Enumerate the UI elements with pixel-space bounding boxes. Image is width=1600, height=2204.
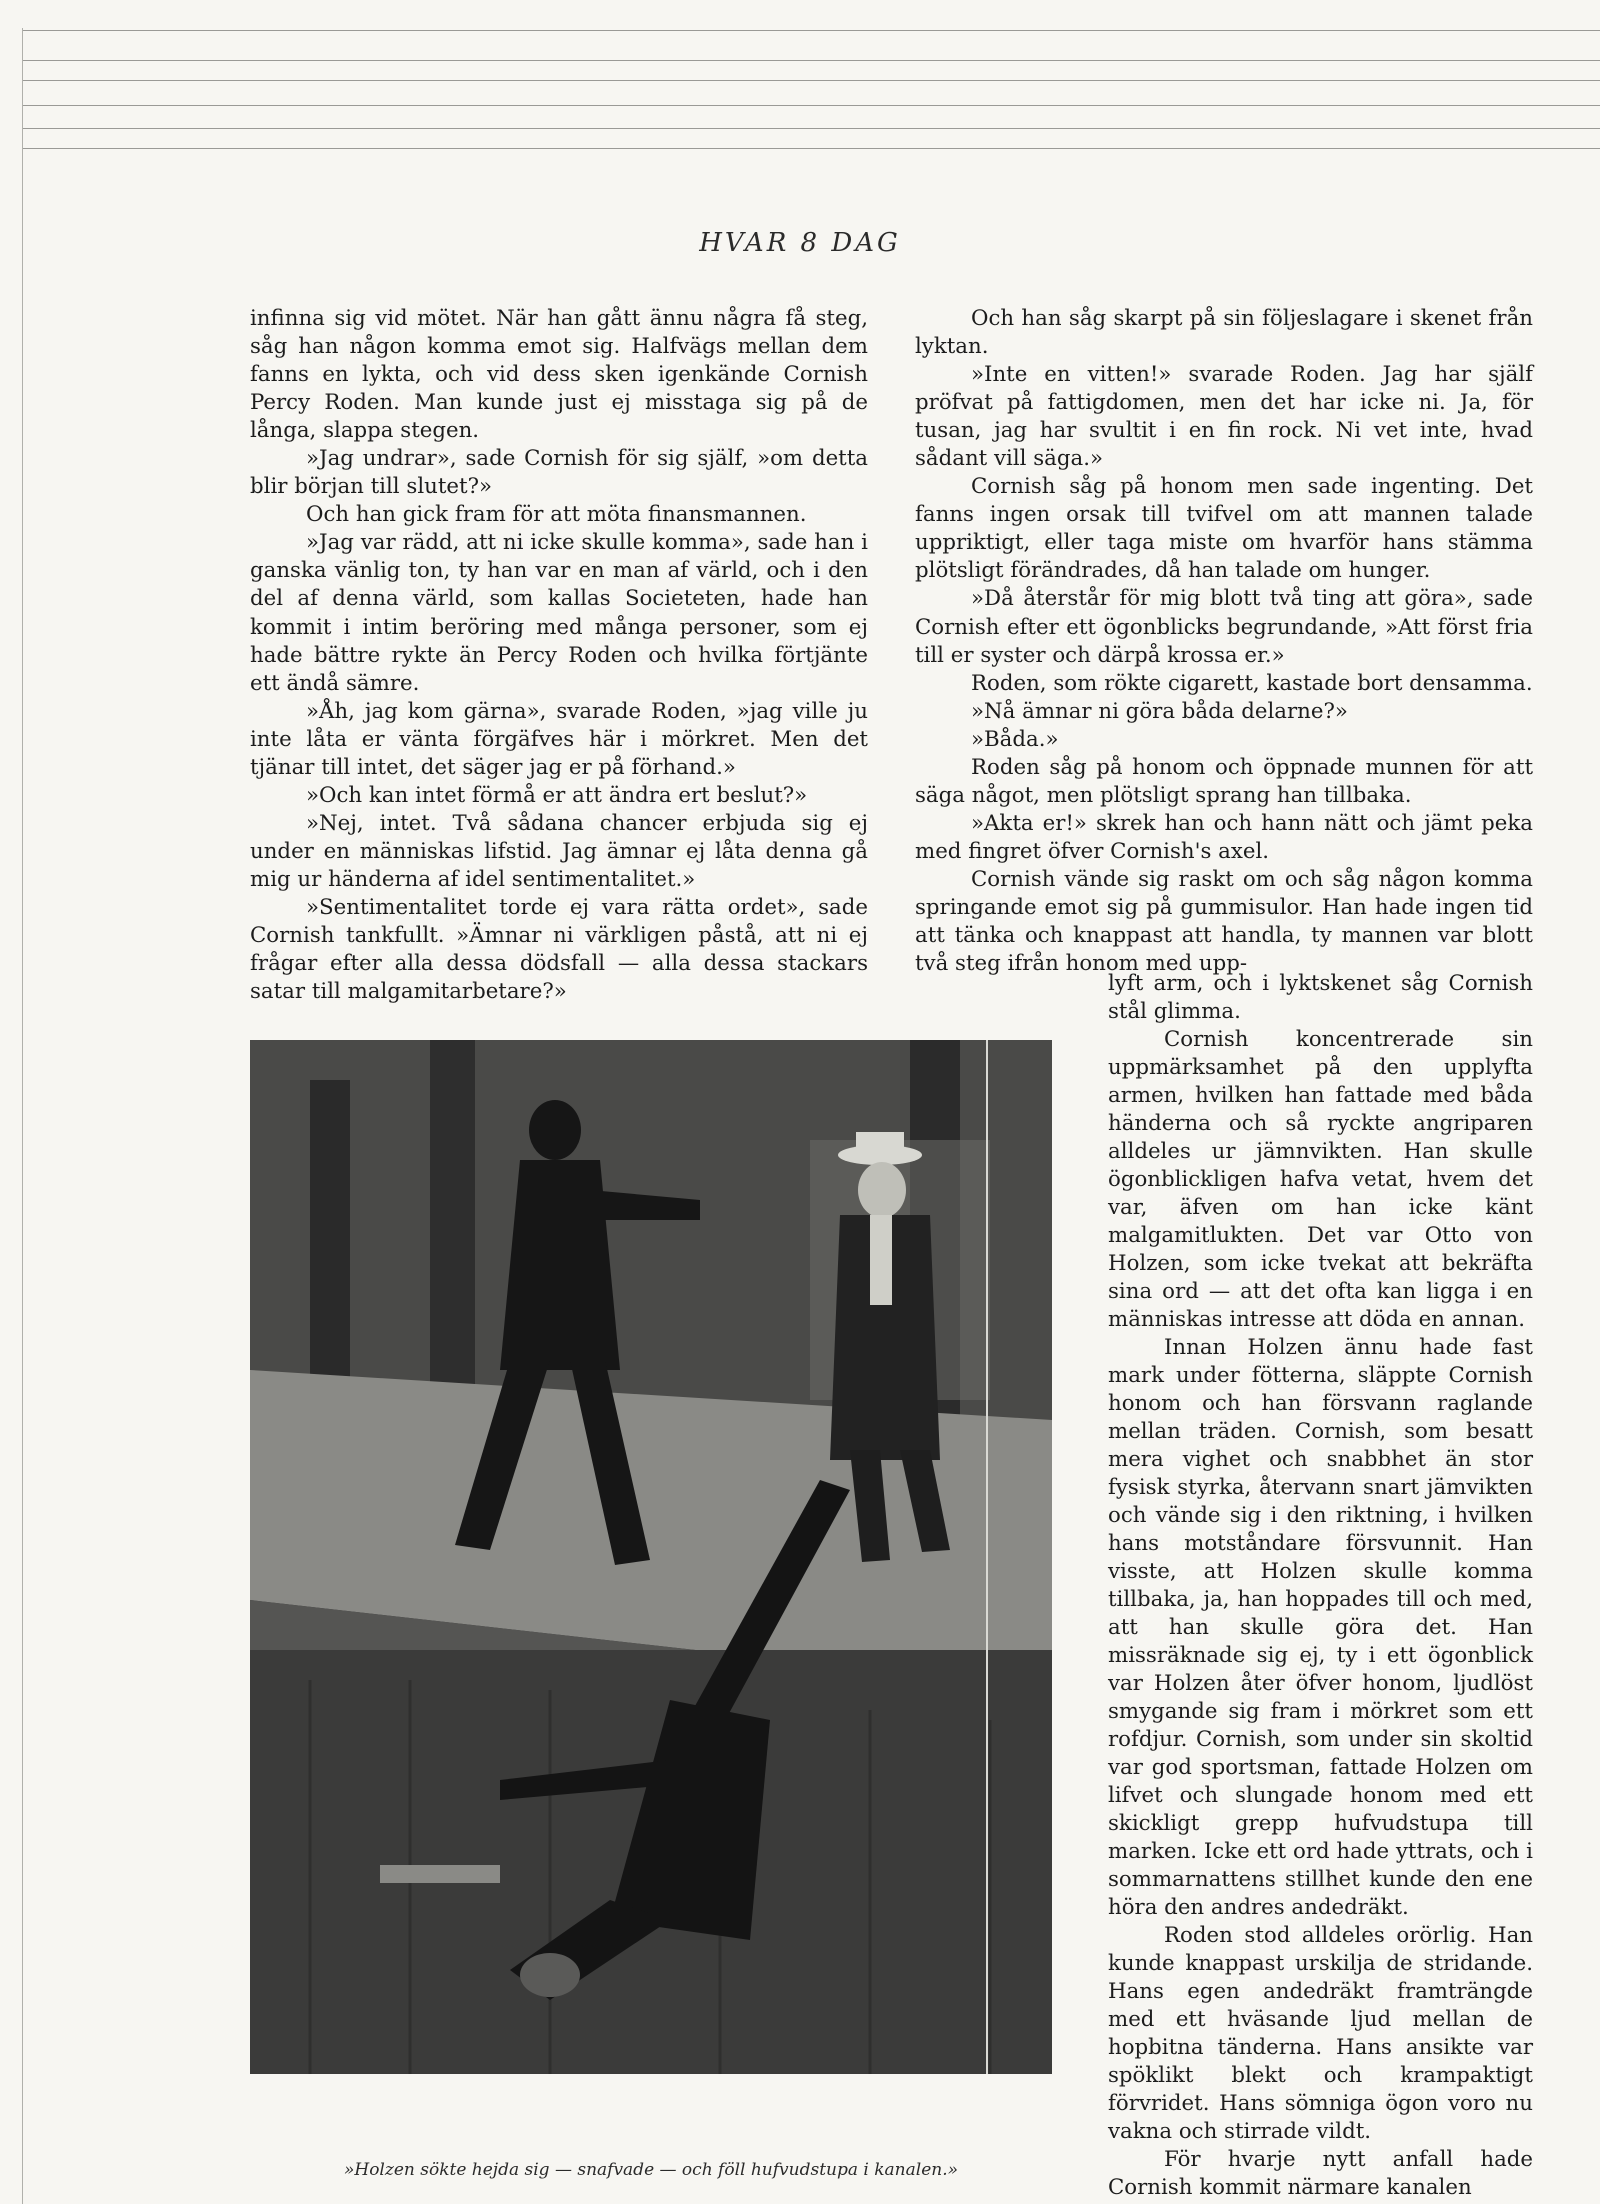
paragraph: Cornish vände sig raskt om och såg någon komma springande emot sig på gummisulor. Han hade ingen tid att tänka och knappast att handla, ty mannen var blott två steg ifrån honom med upp- <box>915 866 1533 977</box>
right-column <box>915 305 1533 978</box>
paragraph: »Åh, jag kom gärna», svarade Roden, »jag ville ju inte låta er vänta förgäfves här i mörkret. Men det tjänar till intet, det säger jag er på förhand.» <box>250 698 868 780</box>
page-edge <box>22 80 1600 81</box>
paragraph: Roden såg på honom och öppnade munnen för att säga något, men plötsligt sprang han tillbaka. <box>915 754 1533 808</box>
paragraph: För hvarje nytt anfall hade Cornish kommit närmare kanalen <box>1108 2147 1533 2200</box>
paragraph: »Då återstår för mig blott två ting att göra», sade Cornish efter ett ögonblicks begrundande, »Att först fria till er syster och därpå krossa er.» <box>915 586 1533 668</box>
paragraph: »Nå ämnar ni göra båda delarne?» <box>971 698 1348 724</box>
tree-trunk <box>430 1040 475 1440</box>
paragraph: »Akta er!» skrek han och hann nätt och jämt peka med fingret öfver Cornish's axel. <box>915 810 1533 864</box>
paragraph: Cornish koncentrerade sin uppmärksamhet på den upplyfta armen, hvilken han fattade med båda händerna och så ryckte angriparen alldeles ur jämnvikten. Han skulle ögonblickligen hafva vetat, hvem det var, äfven om han icke känt malgamitlukten. Det var Otto von Holzen, som icke tvekat att bekräfta sina ord — att det ofta kan ligga i en människas intresse att döda en annan. <box>1108 1027 1533 1332</box>
paragraph: Roden, som rökte cigarett, kastade bort densamma. <box>971 670 1533 696</box>
page-edge <box>22 128 1600 129</box>
paragraph: Roden stod alldeles orörlig. Han kunde knappast urskilja de stridande. Hans egen andedräkt framträngde med ett hväsande ljud mellan de hopbitna tänderna. Hans ansikte var spöklikt blekt och krampaktigt förvridet. Hans sömniga ögon voro nu vakna och stirrade vildt. <box>1108 1923 1533 2144</box>
paragraph: »Inte en vitten!» svarade Roden. Jag har själf pröfvat på fattigdomen, men det har icke ni. Ja, för tusan, jag har svultit i en fin rock. Ni vet inte, hvad sådant vill säga.» <box>915 362 1533 472</box>
paragraph: Och han gick fram för att möta finansmannen. <box>306 502 807 528</box>
illustration-caption: »Holzen sökte hejda sig — snafvade — och föll hufvudstupa i kanalen.» <box>343 2160 959 2180</box>
page-edge <box>22 30 1600 31</box>
left-column <box>250 305 868 1006</box>
paragraph: »Jag var rädd, att ni icke skulle komma», sade han i ganska vänlig ton, ty han var en man af värld, och i den del af denna värld, som kallas Societeten, hade han kommit i intim beröring med många personer, som ej hade bättre rykte än Percy Roden och hvilka förtjänte ett ändå sämre. <box>250 530 868 696</box>
paragraph: »Jag undrar», sade Cornish för sig själf, »om detta blir början till slutet?» <box>250 446 868 500</box>
illustration <box>250 1040 1052 2074</box>
illustration-scene <box>250 1040 1052 2074</box>
paragraph: Innan Holzen ännu hade fast mark under fötterna, släppte Cornish honom och han försvann raglande mellan träden. Cornish, som besatt mera vighet och snabbhet än stor fysisk styrka, återvann snart jämvikten och vände sig i den riktning, i hvilken hans motståndare försvunnit. Han visste, att Holzen skulle komma tillbaka, ja, han hoppades till och med, att han skulle göra det. Han missräknade sig ej, ty i ett ögonblick var Holzen åter öfver honom, ljudlöst smygande sig fram i mörkret som ett rofdjur. Cornish, som under sin skoltid var god sportsman, fattade Holzen om lifvet och slungade honom med ett skickligt grepp hufvudstupa till marken. Icke ett ord hade yttrats, och i sommarnattens stillhet kunde den ene höra den andres andedräkt. <box>1108 1335 1533 1920</box>
paragraph: »Och kan intet förmå er att ändra ert beslut?» <box>306 782 808 808</box>
paragraph: Cornish såg på honom men sade ingenting. Det fanns ingen orsak till tvifvel om att mannen talade uppriktigt, eller taga miste om hvarför hans stämma plötsligt förändrades, då han talade om hunger. <box>915 474 1533 584</box>
running-head: HVAR 8 DAG <box>699 228 901 258</box>
paragraph: Och han såg skarpt på sin följeslagare i skenet från lyktan. <box>915 306 1533 360</box>
paragraph: infinna sig vid mötet. När han gått ännu några få steg, såg han någon komma emot sig. Halfvägs mellan dem fanns en lykta, och vid dess sken igenkände Cornish Percy Roden. Man kunde just ej misstaga sig på de långa, slappa stegen. <box>250 306 868 444</box>
page-edge <box>22 148 1600 149</box>
page-edge <box>22 105 1600 106</box>
paragraph: »Sentimentalitet torde ej vara rätta ordet», sade Cornish tankfullt. »Ämnar ni värkligen påstå, att ni ej frågar efter alla dessa dödsfall — alla dessa stackars satar till malgamitarbetare?» <box>250 894 868 1005</box>
paragraph: »Nej, intet. Två sådana chancer erbjuda sig ej under en människas lifstid. Jag ämnar ej låta denna gå mig ur händerna af idel sentimentalitet.» <box>250 810 868 892</box>
page-edge <box>22 60 1600 61</box>
page-left-edge <box>22 28 23 2204</box>
paragraph: »Båda.» <box>971 726 1059 752</box>
paragraph: lyft arm, och i lyktskenet såg Cornish stål glimma. <box>1108 971 1533 1024</box>
right-column-continued <box>1108 970 1533 2202</box>
